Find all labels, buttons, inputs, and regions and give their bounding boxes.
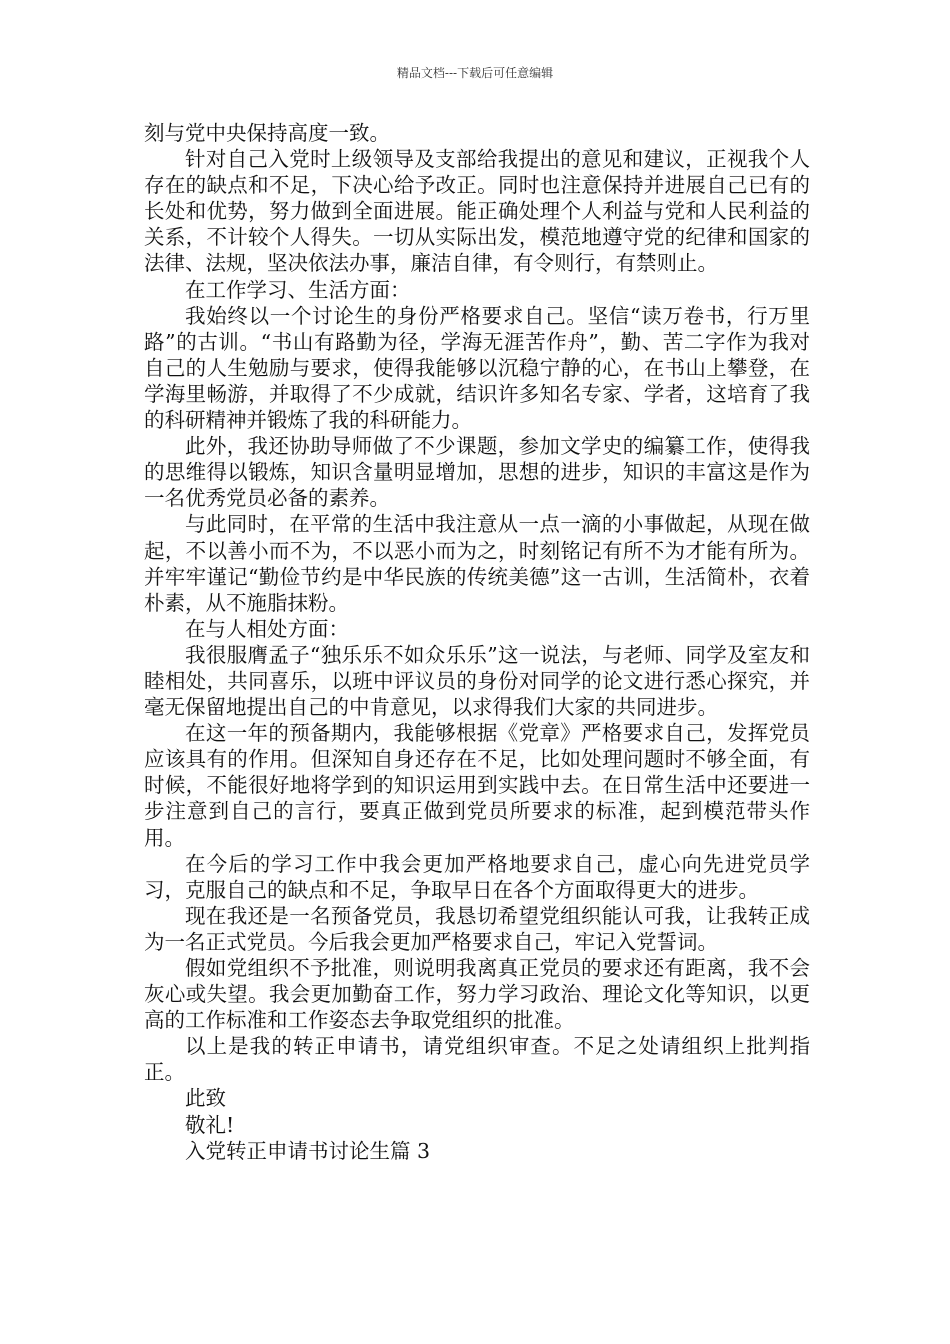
paragraph: 现在我还是一名预备党员，我恳切希望党组织能认可我，让我转正成为一名正式党员。今后我会更加严格要求自己，牢记入党誓词。 bbox=[144, 903, 810, 954]
paragraph: 与此同时，在平常的生活中我注意从一点一滴的小事做起，从现在做起，不以善小而不为，不以恶小而为之，时刻铭记有所不为才能有所为。并牢牢谨记“勤俭节约是中华民族的传统美德”这一古训，生活简朴，衣着朴素，从不施脂抹粉。 bbox=[144, 512, 810, 615]
paragraph: 针对自己入党时上级领导及支部给我提出的意见和建议，正视我个人存在的缺点和不足，下决心给予改正。同时也注意保持并进展自己已有的长处和优势，努力做到全面进展。能正确处理个人利益与党和人民利益的关系，不计较个人得失。一切从实际出发，模范地遵守党的纪律和国家的法律、法规，坚决依法办事，廉洁自律，有令则行，有禁则止。 bbox=[144, 147, 810, 276]
paragraph: 此外，我还协助导师做了不少课题，参加文学史的编纂工作，使得我的思维得以锻炼，知识含量明显增加，思想的进步，知识的丰富这是作为一名优秀党员必备的素养。 bbox=[144, 434, 810, 511]
paragraph: 以上是我的转正申请书，请党组织审查。不足之处请组织上批判指正。 bbox=[144, 1034, 810, 1085]
paragraph: 在这一年的预备期内，我能够根据《党章》严格要求自己，发挥党员应该具有的作用。但深知自身还存在不足，比如处理问题时不够全面，有时候，不能很好地将学到的知识运用到实践中去。在日常生活中还要进一步注意到自己的言行，要真正做到党员所要求的标准，起到模范带头作用。 bbox=[144, 721, 810, 850]
paragraph: 假如党组织不予批准，则说明我离真正党员的要求还有距离，我不会灰心或失望。我会更加勤奋工作，努力学习政治、理论文化等知识，以更高的工作标准和工作姿态去争取党组织的批准。 bbox=[144, 956, 810, 1033]
paragraph: 我很服膺孟子“独乐乐不如众乐乐”这一说法，与老师、同学及室友和睦相处，共同喜乐，以班中评议员的身份对同学的论文进行悉心探究，并毫无保留地提出自己的中肯意见，以求得我们大家的共同进步。 bbox=[144, 642, 810, 720]
closing-line: 此致 bbox=[185, 1086, 226, 1111]
next-section-title: 入党转正申请书讨论生篇 3 bbox=[185, 1138, 431, 1163]
paragraph: 在今后的学习工作中我会更加严格地要求自己，虚心向先进党员学习，克服自己的缺点和不足，争取早日在各个方面取得更大的进步。 bbox=[144, 851, 810, 902]
section-heading: 在与人相处方面： bbox=[185, 616, 349, 641]
page-header: 精品文档---下载后可任意编辑 bbox=[396, 66, 554, 80]
document-body bbox=[144, 120, 810, 1164]
paragraph: 我始终以一个讨论生的身份严格要求自己。坚信“读万卷书，行万里路”的古训。“书山有路勤为径，学海无涯苦作舟”，勤、苦二字作为我对自己的人生勉励与要求，使得我能够以沉稳宁静的心，在书山上攀登，在学海里畅游，并取得了不少成就，结识许多知名专家、学者，这培育了我的科研精神并锻炼了我的科研能力。 bbox=[144, 303, 810, 433]
salutation: 敬礼! bbox=[185, 1112, 235, 1137]
paragraph: 刻与党中央保持高度一致。 bbox=[144, 121, 390, 145]
section-heading: 在工作学习、生活方面： bbox=[185, 277, 411, 302]
